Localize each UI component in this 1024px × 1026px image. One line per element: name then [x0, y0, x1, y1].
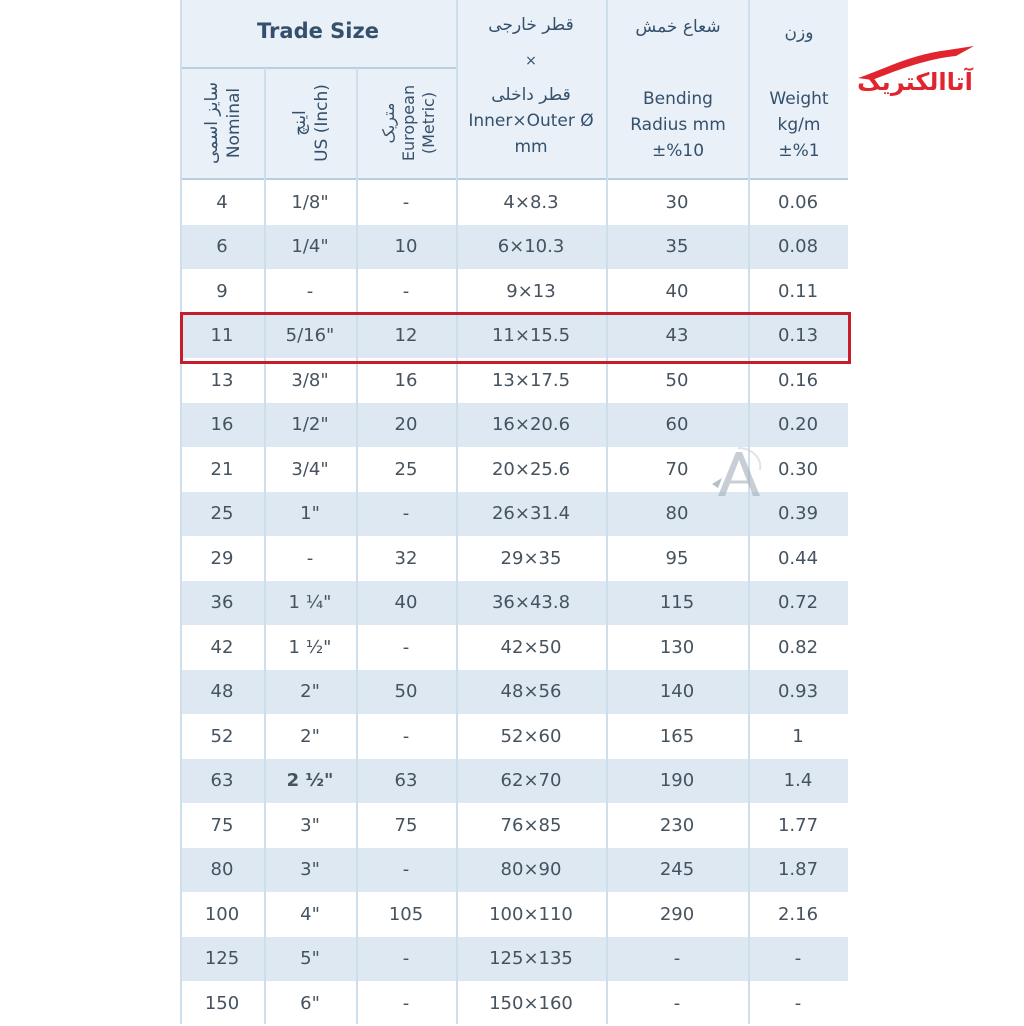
cell-us: 3" [300, 814, 320, 836]
cell-us: 1" [300, 503, 320, 525]
cell-us: 4" [300, 903, 320, 925]
weight-header-en3: ±%1 [778, 141, 820, 161]
cell-dia: 76×85 [500, 814, 562, 836]
cell-eu: - [402, 725, 410, 747]
cell-bend: 190 [659, 770, 695, 792]
cell-weight: 2.16 [777, 903, 819, 925]
cell-weight: 0.44 [777, 547, 819, 569]
cell-eu: 10 [394, 236, 418, 258]
cell-dia: 6×10.3 [497, 236, 565, 258]
bend-header-en1: Bending [643, 89, 713, 109]
cell-nominal: 125 [204, 948, 240, 970]
bend-header-fa: شعاع خمش [635, 17, 721, 37]
nominal-header-en: Nominal [224, 87, 244, 159]
cell-bend: 50 [665, 369, 689, 391]
cell-us: 3/4" [291, 458, 329, 480]
cell-nominal: 42 [210, 636, 234, 658]
cell-nominal: 11 [210, 325, 234, 347]
cell-us: 6" [300, 992, 320, 1014]
cell-bend: 115 [659, 592, 695, 614]
trade-size-title: Trade Size [257, 19, 379, 43]
cell-eu: - [402, 859, 410, 881]
weight-header [750, 20, 848, 164]
col-sep-1 [264, 68, 266, 1024]
cell-bend: 140 [659, 681, 695, 703]
cell-us: 5/16" [285, 325, 335, 347]
cell-bend: 43 [665, 325, 689, 347]
dia-header-fa2: قطر داخلی [491, 85, 571, 105]
cell-nominal: 9 [216, 280, 228, 302]
logo-text: آتاالکتریک [857, 68, 973, 96]
cell-eu: 63 [394, 770, 418, 792]
us-header-fa: اینچ [290, 110, 310, 136]
european-header [379, 85, 439, 161]
cell-dia: 26×31.4 [491, 503, 571, 525]
eu-header-en2: (Metric) [419, 91, 438, 155]
cell-eu: - [402, 191, 410, 213]
cell-nominal: 48 [210, 681, 234, 703]
cell-us: 1/2" [291, 414, 329, 436]
cell-dia: 11×15.5 [491, 325, 571, 347]
cell-us: - [306, 280, 314, 302]
dia-header-en2: mm [514, 137, 548, 157]
weight-header-en1: Weight [769, 89, 829, 109]
cell-weight: 0.13 [777, 325, 819, 347]
cell-nominal: 52 [210, 725, 234, 747]
nominal-header [201, 82, 245, 164]
highlighted-row-frame [180, 312, 851, 364]
eu-header-fa: متریک [379, 102, 398, 144]
dia-header-times: × [525, 53, 537, 69]
cell-bend: - [673, 948, 681, 970]
cell-eu: 12 [394, 325, 418, 347]
cell-dia: 4×8.3 [503, 191, 559, 213]
cell-us: 1/8" [291, 191, 329, 213]
cell-weight: 0.16 [777, 369, 819, 391]
cell-weight: 0.93 [777, 681, 819, 703]
cell-bend: 245 [659, 859, 695, 881]
cell-dia: 125×135 [489, 948, 573, 970]
cell-weight: 1.4 [783, 770, 813, 792]
cell-nominal: 16 [210, 414, 234, 436]
cell-bend: 70 [665, 458, 689, 480]
cell-dia: 100×110 [489, 903, 573, 925]
cell-weight: 0.30 [777, 458, 819, 480]
dia-header-en1: Inner×Outer Ø [468, 111, 594, 131]
cell-dia: 16×20.6 [491, 414, 571, 436]
cell-dia: 36×43.8 [491, 592, 571, 614]
cell-weight: 0.11 [777, 280, 819, 302]
cell-weight: 1.87 [777, 859, 819, 881]
cell-nominal: 150 [204, 992, 240, 1014]
cell-dia: 29×35 [500, 547, 562, 569]
cell-weight: - [794, 948, 802, 970]
bend-header-en3: ±%10 [651, 141, 705, 161]
bending-header [608, 14, 748, 164]
cell-bend: 130 [659, 636, 695, 658]
cell-us: 1 ½" [288, 636, 332, 658]
cell-dia: 42×50 [500, 636, 562, 658]
cell-dia: 150×160 [489, 992, 573, 1014]
cell-weight: 0.82 [777, 636, 819, 658]
cell-bend: 165 [659, 725, 695, 747]
cell-eu: 50 [394, 681, 418, 703]
cell-weight: 0.20 [777, 414, 819, 436]
cell-weight: 0.06 [777, 191, 819, 213]
cell-nominal: 21 [210, 458, 234, 480]
cell-dia: 52×60 [500, 725, 562, 747]
weight-header-fa: وزن [784, 23, 814, 43]
cell-eu: - [402, 992, 410, 1014]
cell-eu: - [402, 636, 410, 658]
cell-dia: 9×13 [506, 280, 556, 302]
cell-weight: 0.08 [777, 236, 819, 258]
cell-nominal: 36 [210, 592, 234, 614]
cell-weight: 0.72 [777, 592, 819, 614]
cell-weight: 1 [792, 725, 804, 747]
cell-us: 2 ½" [286, 770, 334, 792]
cell-nominal: 63 [210, 770, 234, 792]
cell-bend: 95 [665, 547, 689, 569]
us-inch-header [289, 84, 333, 162]
spec-table [180, 0, 848, 1024]
cell-dia: 13×17.5 [491, 369, 571, 391]
cell-us: 2" [300, 725, 320, 747]
cell-bend: 80 [665, 503, 689, 525]
cell-weight: 0.39 [777, 503, 819, 525]
diameter-header [456, 12, 606, 160]
cell-nominal: 100 [204, 903, 240, 925]
cell-nominal: 80 [210, 859, 234, 881]
cell-bend: 35 [665, 236, 689, 258]
cell-nominal: 13 [210, 369, 234, 391]
cell-us: 1/4" [291, 236, 329, 258]
cell-eu: 75 [394, 814, 418, 836]
cell-nominal: 29 [210, 547, 234, 569]
cell-nominal: 6 [216, 236, 228, 258]
brand-logo [852, 44, 978, 100]
cell-us: 3/8" [291, 369, 329, 391]
cell-eu: - [402, 503, 410, 525]
cell-us: 1 ¼" [288, 592, 332, 614]
cell-us: 5" [300, 948, 320, 970]
us-header-en: US (Inch) [312, 84, 332, 162]
cell-bend: - [673, 992, 681, 1014]
cell-dia: 48×56 [500, 681, 562, 703]
cell-us: - [306, 547, 314, 569]
watermark-icon [708, 444, 768, 506]
cell-bend: 290 [659, 903, 695, 925]
weight-header-en2: kg/m [777, 115, 821, 135]
cell-eu: 25 [394, 458, 418, 480]
cell-eu: 32 [394, 547, 418, 569]
cell-nominal: 75 [210, 814, 234, 836]
col-sep-5 [748, 0, 750, 1024]
cell-dia: 80×90 [500, 859, 562, 881]
col-sep-3 [456, 0, 458, 1024]
dia-header-fa1: قطر خارجی [488, 15, 574, 35]
header-divider [180, 67, 456, 69]
cell-us: 2" [300, 681, 320, 703]
cell-bend: 230 [659, 814, 695, 836]
cell-eu: 105 [388, 903, 424, 925]
cell-dia: 62×70 [500, 770, 562, 792]
cell-dia: 20×25.6 [491, 458, 571, 480]
cell-nominal: 25 [210, 503, 234, 525]
cell-bend: 30 [665, 191, 689, 213]
cell-eu: 16 [394, 369, 418, 391]
eu-header-en1: European [399, 84, 418, 162]
cell-eu: 20 [394, 414, 418, 436]
cell-weight: 1.77 [777, 814, 819, 836]
col-sep-4 [606, 0, 608, 1024]
cell-us: 3" [300, 859, 320, 881]
cell-eu: - [402, 280, 410, 302]
cell-eu: 40 [394, 592, 418, 614]
cell-weight: - [794, 992, 802, 1014]
nominal-header-fa: سایز اسمی [202, 82, 222, 164]
col-sep-2 [356, 68, 358, 1024]
bend-header-en2: Radius mm [630, 115, 726, 135]
cell-bend: 40 [665, 280, 689, 302]
cell-nominal: 4 [216, 191, 228, 213]
table-left-edge [180, 0, 182, 1024]
cell-bend: 60 [665, 414, 689, 436]
cell-eu: - [402, 948, 410, 970]
